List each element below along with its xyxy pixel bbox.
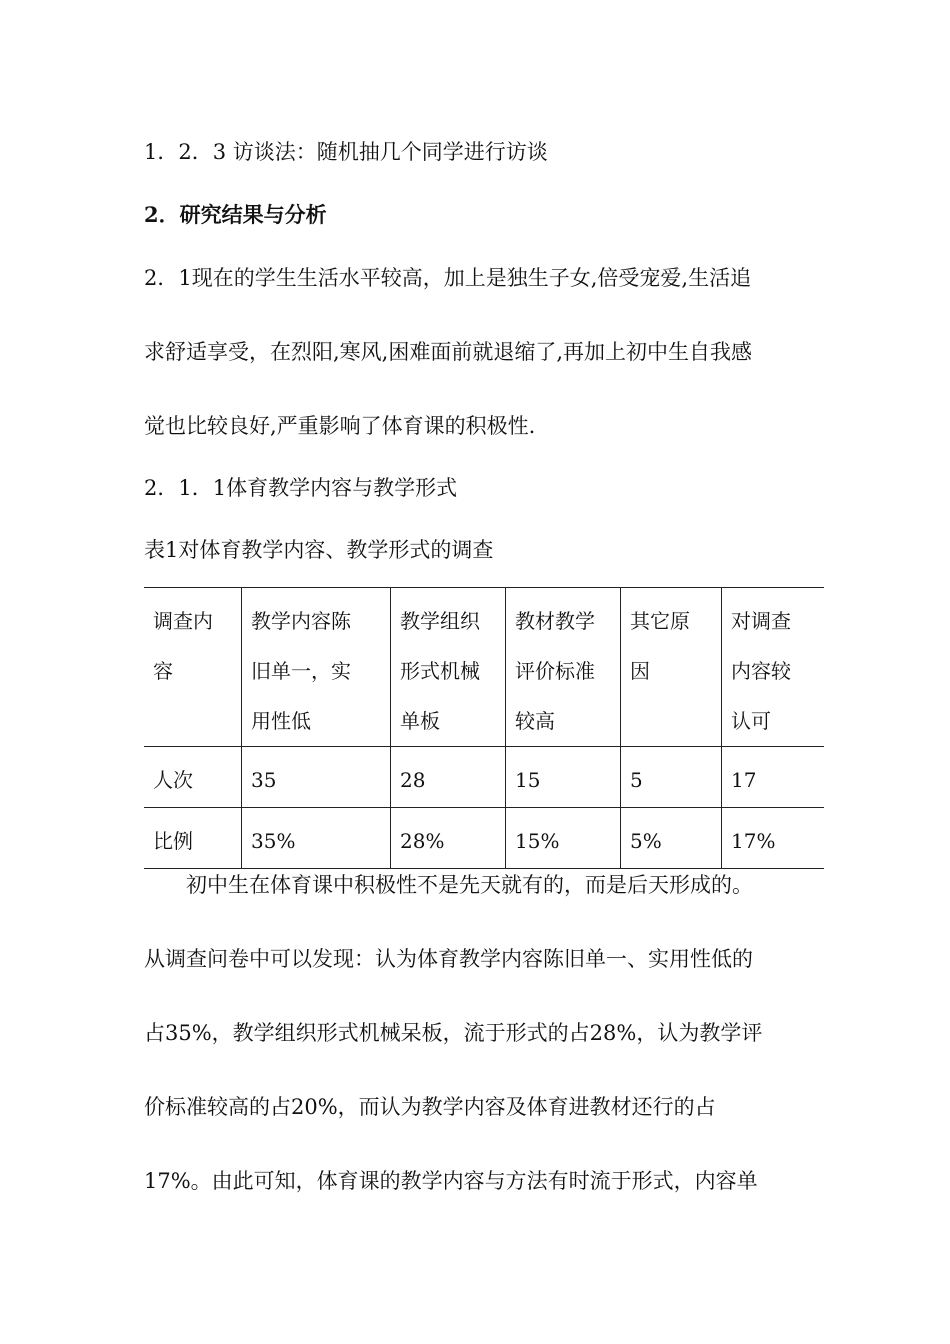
table-cell: 5 (621, 747, 722, 808)
table-cell: 比例 (144, 808, 242, 869)
table-header-cell: 教学内容陈 旧单一，实 用性低 (242, 588, 391, 747)
table-header-cell: 教材教学 评价标准 较高 (506, 588, 621, 747)
paragraph-line: 占35%，教学组织形式机械呆板，流于形式的占28%，认为教学评 (144, 1021, 763, 1045)
table-cell: 35% (242, 808, 391, 869)
section-heading-results: 2．研究结果与分析 (144, 202, 327, 227)
table-header-cell: 调查内 容 (144, 588, 242, 747)
subsection-heading: 2．1．1体育教学内容与教学形式 (144, 476, 458, 500)
paragraph-line: 求舒适享受，在烈阳,寒风,困难面前就退缩了,再加上初中生自我感 (144, 340, 753, 364)
paragraph-line: 17%。由此可知，体育课的教学内容与方法有时流于形式，内容单 (144, 1169, 758, 1193)
table-row (144, 808, 824, 869)
paragraph-line: 从调查问卷中可以发现：认为体育教学内容陈旧单一、实用性低的 (144, 947, 753, 971)
table-cell: 28 (391, 747, 506, 808)
table-cell: 28% (391, 808, 506, 869)
table-header-cell: 教学组织 形式机械 单板 (391, 588, 506, 747)
table-header-row (144, 588, 824, 747)
table-cell: 17 (722, 747, 825, 808)
paragraph-line: 2．1现在的学生生活水平较高，加上是独生子女,倍受宠爱,生活追 (144, 266, 752, 290)
table-cell: 15 (506, 747, 621, 808)
table-caption: 表1对体育教学内容、教学形式的调查 (144, 538, 494, 562)
table-cell: 人次 (144, 747, 242, 808)
table-header-cell: 对调查 内容较 认可 (722, 588, 825, 747)
table-header-cell: 其它原 因 (621, 588, 722, 747)
table-cell: 5% (621, 808, 722, 869)
paragraph-line: 初中生在体育课中积极性不是先天就有的，而是后天形成的。 (186, 873, 753, 897)
table-cell: 15% (506, 808, 621, 869)
paragraph-line: 觉也比较良好,严重影响了体育课的积极性. (144, 414, 536, 438)
table-row (144, 747, 824, 808)
survey-table (144, 587, 824, 869)
table-cell: 35 (242, 747, 391, 808)
section-heading-interview: 1．2．3 访谈法：随机抽几个同学进行访谈 (144, 140, 548, 164)
table-cell: 17% (722, 808, 825, 869)
paragraph-line: 价标准较高的占20%，而认为教学内容及体育进教材还行的占 (144, 1095, 716, 1119)
